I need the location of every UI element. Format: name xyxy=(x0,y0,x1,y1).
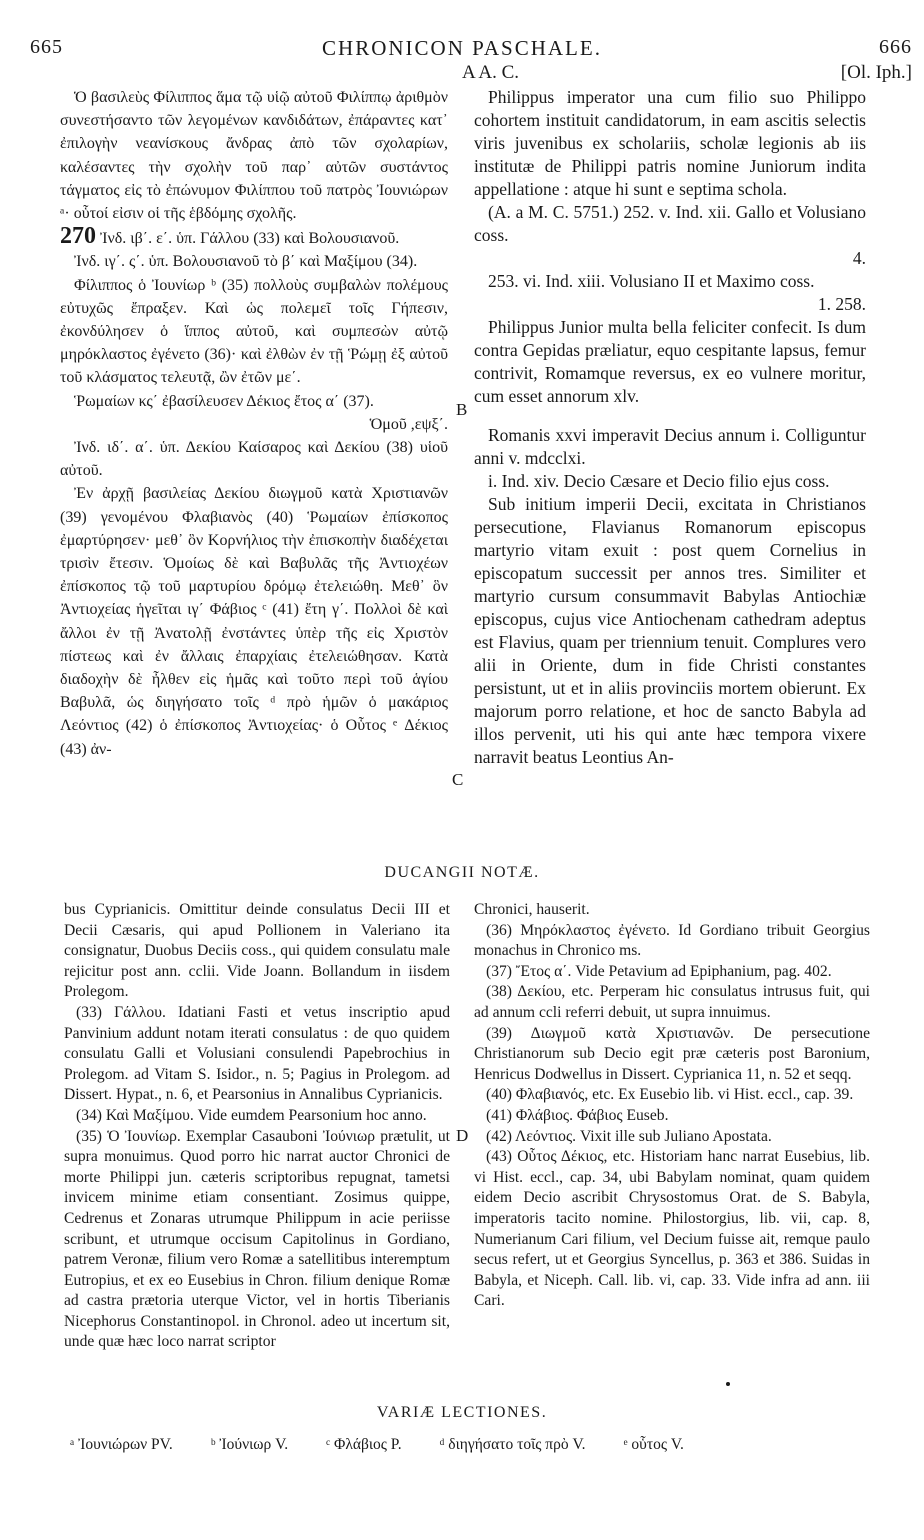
greek-paragraph-text: Ἰνδ. ιβ΄. ε΄. ὑπ. Γάλλου (33) καὶ Βολουσιανοῦ. xyxy=(100,230,400,248)
margin-letter-b: B xyxy=(456,400,468,419)
note-paragraph: (41) Φλάβιος. Φάβιος Euseb. xyxy=(486,1106,669,1124)
olympiad-heading: [Ol. Iph.] xyxy=(840,62,912,83)
stray-dot xyxy=(726,1382,730,1386)
latin-paragraph: i. Ind. xiv. Decio Cæsare et Decio filio ejus coss. xyxy=(488,471,830,491)
page-number-right: 666 xyxy=(879,36,912,58)
greek-paragraph xyxy=(60,225,448,250)
note-paragraph: (38) Δεκίου, etc. Perperam hic consulatus intrusus fuit, qui ad annum ccli referri debuit, ut supra innuimus. xyxy=(474,983,870,1021)
greek-paragraph: Φίλιππος ὁ Ἰουνίωρ ᵇ (35) πολλοὺς συμβαλὼν πολέμους εὐτυχῶς ἔπραξεν. Καὶ ὡς πολεμεῖ τοῖς Γήπεσιν, ἐκονδύλησεν ὁ ἵππος αὐτοῦ, καὶ συμπεσὼν αὐτῷ μηρόκλαστος ἐγένετο (36)· καὶ ἐλθὼν ἐν τῇ Ῥώμῃ ἐξ αὐτοῦ τοῦ κλάσματος τελευτᾷ, ὢν ἐτῶν με΄. xyxy=(60,276,448,387)
note-paragraph: (36) Μηρόκλαστος ἐγένετο. Id Gordiano tribuit Georgius monachus in Chronico ms. xyxy=(474,921,870,960)
margin-letter-c: C xyxy=(452,770,464,789)
note-paragraph: (35) Ὁ Ἰουνίωρ. Exemplar Casauboni Ἰούνιωρ prætulit, ut supra monuimus. Quod porro hic narrat auctor Chronici de morte Philippi jun. cæteris scriptoribus repugnat, tametsi invicem minime etiam consentiant. Zosimus quippe, Cedrenus et Zonaras utrumque Philippum in acie periisse scribunt, et utrumque occisum Capitolinus in Gordiano, patrem Veronæ, filium vero Romæ a satellitibus interemptum Eutropius, et ex eo Eusebius in Chron. filium denique Romæ ad castra prætoria uterque Victor, vel in hortis Tiberianis Nicephorus Constantinopol. in Chronol. adeo ut incertum sit, unde quæ hæc loco narrat scriptor xyxy=(64,1127,450,1351)
greek-total: Ὁμοῦ ,εψξ΄. xyxy=(369,415,448,433)
greek-paragraph: Ἐν ἀρχῇ βασιλείας Δεκίου διωγμοῦ κατὰ Χριστιανῶν (39) γενομένου Φλαβιανὸς (40) Ῥωμαίων ἐπίσκοπος ἐμαρτύρησεν· μεθ᾽ ὃν Κορνήλιος τὴν ἐπισκοπὴν διαδέχεται τρισὶν ἔτεσιν. Ὁμοίως δὲ καὶ Βαβυλᾶς τῆς Ἀντιοχέων ἐπίσκοπος τῷ τοῦ μαρτυρίου δρόμῳ ἐτελειώθη. Μεθ᾽ ὃν Ἀντιοχείας ἡγεῖται ιγ΄ Φάβιος ᶜ (41) ἔτη γ΄. Πολλοὶ δὲ καὶ ἄλλοι ἐν τῇ Ἀνατολῇ ἐνστάντες ὑπὲρ τῆς εἰς Χριστὸν πίστεως καὶ ἐν ἄλλαις ἐπαρχίαις ἐτελειώθησαν. Κατὰ διαδοχὴν δὲ ἦλθεν εἰς ἡμᾶς καὶ τοῦτο περὶ τοῦ ἁγίου Βαβυλᾶ, ὡς διηγήσατο τοῖς ᵈ πρὸ ἡμῶν ὁ μακάριος Λεόντιος (42) ὁ ἐπίσκοπος Ἀντιοχείας· ὁ Οὗτος ᵉ Δέκιος (43) ἀν- xyxy=(60,485,448,758)
latin-paragraph: Romanis xxvi imperavit Decius annum i. Colliguntur anni v. mdcclxi. xyxy=(474,425,866,468)
latin-paragraph: Philippus Junior multa bella feliciter confecit. Is dum contra Gepidas præliatur, equo cespitante lapsus, femur contrivit, Romamque reversus, ex eo vulnere moritur, cum esset annorum xlv. xyxy=(474,317,866,406)
note-paragraph: (42) Λεόντιος. Vixit ille sub Juliano Apostata. xyxy=(486,1127,772,1145)
greek-paragraph: Ἰνδ. ιγ΄. ς΄. ὑπ. Βολουσιανοῦ τὸ β΄ καὶ Μαξίμου (34). xyxy=(74,253,418,271)
note-paragraph: (39) Διωγμοῦ κατὰ Χριστιανῶν. De persecutione Christianorum sub Decio egit præ cæteris post Baronium, Henricus Dodwellus in Dissert. Cyprianica 11, n. 52 et seqq. xyxy=(474,1024,870,1083)
latin-text-column xyxy=(474,86,866,769)
latin-paragraph: 253. vi. Ind. xiii. Volusiano II et Maximo coss. xyxy=(488,271,815,291)
variants-heading: VARIÆ LECTIONES. xyxy=(376,1404,548,1421)
variant-reading: ᵇ Ἰούνιωρ V. xyxy=(210,1436,289,1453)
margin-letter-d: D xyxy=(456,1126,469,1145)
note-paragraph: (43) Οὗτος Δέκιος, etc. Historiam hanc narrat Eusebius, lib. vi Hist. eccl., cap. 34, ubi Babylam nominat, quam quidem eidem Decio ascribit Chrysostomus Orat. de S. Babyla, imperatoris tacito nomine. Philostorgius, lib. vii, cap. 8, Numerianum Cari filium, vel Decium fuisse ait, remque paulo secus refert, ut et Georgius Syncellus, p. 363 et 386. Suidas in Babyla, et Niceph. Call. lib. vi, cap. 33. Vide infra ad ann. iii Cari. xyxy=(474,1148,870,1310)
latin-number: 4. xyxy=(852,248,866,268)
note-paragraph: (37) Ἔτος α΄. Vide Petavium ad Epiphanium, pag. 402. xyxy=(486,962,832,980)
page-number-left: 665 xyxy=(30,36,63,58)
running-title: CHRONICON PASCHALE. xyxy=(322,36,602,60)
latin-paragraph: Philippus imperator una cum filio suo Philippo cohortem instituit candidatorum, in eam ascitis selectis viris juvenibus ex scholariis, scholæ legionis ab iis institutæ de Philippi patris nomine Juniorum indita appellatione : atque hi sunt e septima schola. xyxy=(474,87,866,199)
notes-heading: DUCANGII NOTÆ. xyxy=(384,864,540,881)
greek-paragraph: Ῥωμαίων κς΄ ἐβασίλευσεν Δέκιος ἔτος α΄ (37). xyxy=(74,392,374,410)
latin-paragraph: (A. a M. C. 5751.) 252. v. Ind. xii. Gallo et Volusiano coss. xyxy=(474,202,866,245)
notes-left-column xyxy=(64,900,450,1353)
greek-text-column xyxy=(60,86,448,761)
latin-number: 1. 258. xyxy=(817,294,866,314)
latin-paragraph: Sub initium imperii Decii, excitata in Christianos persecutione, Flavianus Romanorum episcopus martyrio vitam exuit : post quem Cornelius in episcopatum successit per annos tres. Similiter et martyrio cursum consummavit Babylas Antiochiæ episcopus, cujus vice Antiochenam cathedram adeptus est Flavius, quam per triennium tenuit. Complures vero alii in Oriente, dum in fide Christi constantes persistunt, ut et in aliis provinciis mortem obierunt. Ex majorum porro relatione, et hoc de sancto Babyla ad illos pervenit, uti his qui ante hæc tempora vixere narravit beatus Leontius An- xyxy=(474,494,866,767)
variant-reading: ᵈ διηγήσατο τοῖς πρὸ V. xyxy=(439,1436,586,1453)
greek-paragraph: Ἰνδ. ιδ΄. α΄. ὑπ. Δεκίου Καίσαρος καὶ Δεκίου (38) υἱοῦ αὐτοῦ. xyxy=(60,439,448,480)
note-paragraph: Chronici, hauserit. xyxy=(474,901,590,918)
variant-reading: ᶜ Φλάβιος P. xyxy=(326,1436,402,1453)
notes-right-column xyxy=(474,900,870,1312)
variant-reading: ᵃ Ἰουνιώρων PV. xyxy=(70,1436,173,1453)
note-paragraph: (40) Φλαβιανός, etc. Ex Eusebio lib. vi Hist. eccl., cap. 39. xyxy=(486,1086,854,1104)
year-number: 270 xyxy=(60,223,96,250)
note-paragraph: (33) Γάλλου. Idatiani Fasti et vetus inscriptio apud Panvinium addunt notam iterati consulatus : de quo quidem consulatu Galli et Volusiani consulendi Papebrochius in Prolegom. ad Vitam S. Isidor., n. 5; Pagius in Prolegom. ad Dissert. Hypat., n. 6, et Pearsonius in Annalibus Cyprianicis. xyxy=(64,1003,450,1104)
note-paragraph: bus Cyprianicis. Omittitur deinde consulatus Decii III et Decii Cæsaris, qui apud Pollionem in Valeriano ita consignatur, Duobus Deciis coss., qui quidem consulatu male rejicitur post ann. cclii. Vide Joann. Bollandum in iisdem Prolegom. xyxy=(64,901,450,1001)
greek-paragraph: Ὁ βασιλεὺς Φίλιππος ἅμα τῷ υἱῷ αὐτοῦ Φιλίππῳ ἀριθμὸν συνεστήσαντο τῶν λεγομένων κανδιδάτων, ἐπάραντες κατ᾽ ἐπιλογὴν νεανίσκους ἄνδρας ἀπὸ τῶν σχολαρίων, καλέσαντες τὴν σχολὴν τοῦ παρ᾽ αὐτῶν συστάντος τάγματος εἰς τὸ ἐπώνυμον Φιλίππου τοῦ πατρὸς Ἰουνιώρων ᵃ· οὗτοί εἰσιν οἱ τῆς ἑβδόμης σχολῆς. xyxy=(60,89,448,223)
variant-readings xyxy=(70,1436,684,1454)
note-paragraph: (34) Καὶ Μαξίμου. Vide eumdem Pearsonium hoc anno. xyxy=(76,1106,427,1124)
variant-reading: ᵉ οὗτος V. xyxy=(623,1436,684,1453)
era-heading: A A. C. xyxy=(462,62,520,83)
